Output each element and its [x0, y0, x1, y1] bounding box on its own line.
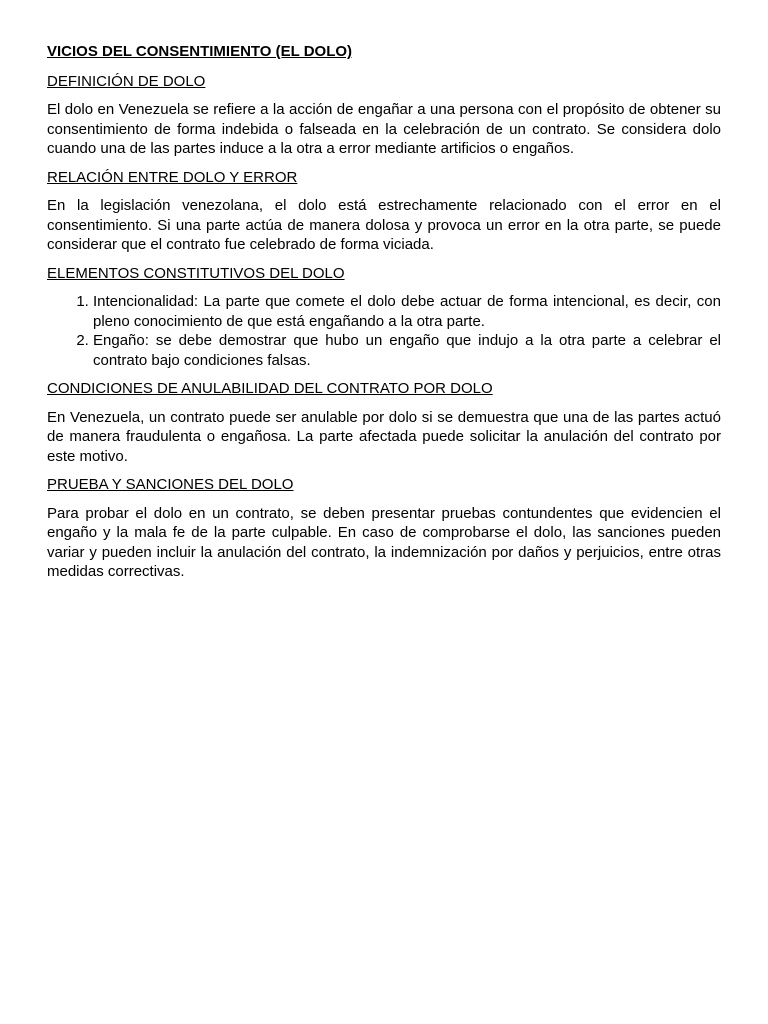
section-heading-relacion: RELACIÓN ENTRE DOLO Y ERROR: [47, 168, 298, 186]
document-title: VICIOS DEL CONSENTIMIENTO (EL DOLO): [47, 43, 353, 60]
list-item: 2. Engaño: se debe demostrar que hubo un engaño que indujo a la otra parte a celebrar el contrato bajo condiciones falsas.: [93, 331, 721, 370]
section-paragraph-definicion: El dolo en Venezuela se refiere a la acción de engañar a una persona con el propósito de obtener su consentimiento de forma indebida o falseada en la celebración de un contrato. Se considera dolo cuando una de las partes induce a la otra a error mediante artificios o engaños.: [47, 101, 721, 157]
list-item: 1. Intencionalidad: La parte que comete el dolo debe actuar de forma intencional, es decir, con pleno conocimiento de que está engañando a la otra parte.: [93, 292, 721, 331]
section-heading-anulabilidad: CONDICIONES DE ANULABILIDAD DEL CONTRATO POR DOLO: [47, 380, 493, 397]
section-heading-definicion: DEFINICIÓN DE DOLO: [47, 72, 206, 90]
section-heading-prueba: PRUEBA Y SANCIONES DEL DOLO: [47, 476, 294, 493]
section-paragraph-anulabilidad: En Venezuela, un contrato puede ser anulable por dolo si se demuestra que una de las partes actuó de manera fraudulenta o engañosa. La parte afectada puede solicitar la anulación del contrato por este motivo.: [47, 408, 721, 465]
section-paragraph-prueba: Para probar el dolo en un contrato, se deben presentar pruebas contundentes que evidencien el engaño y la mala fe de la parte culpable. En caso de comprobarse el dolo, las sanciones pueden variar y pueden incluir la anulación del contrato, la indemnización por daños y perjuicios, entre otras medidas correctivas.: [47, 504, 721, 580]
section-paragraph-relacion: En la legislación venezolana, el dolo está estrechamente relacionado con el error en el consentimiento. Si una parte actúa de manera dolosa y provoca un error en la otra parte, se puede considerar que el contrato fue celebrado de forma viciada.: [47, 197, 721, 253]
section-heading-elementos: ELEMENTOS CONSTITUTIVOS DEL DOLO: [47, 264, 345, 282]
elementos-list: [47, 292, 721, 370]
